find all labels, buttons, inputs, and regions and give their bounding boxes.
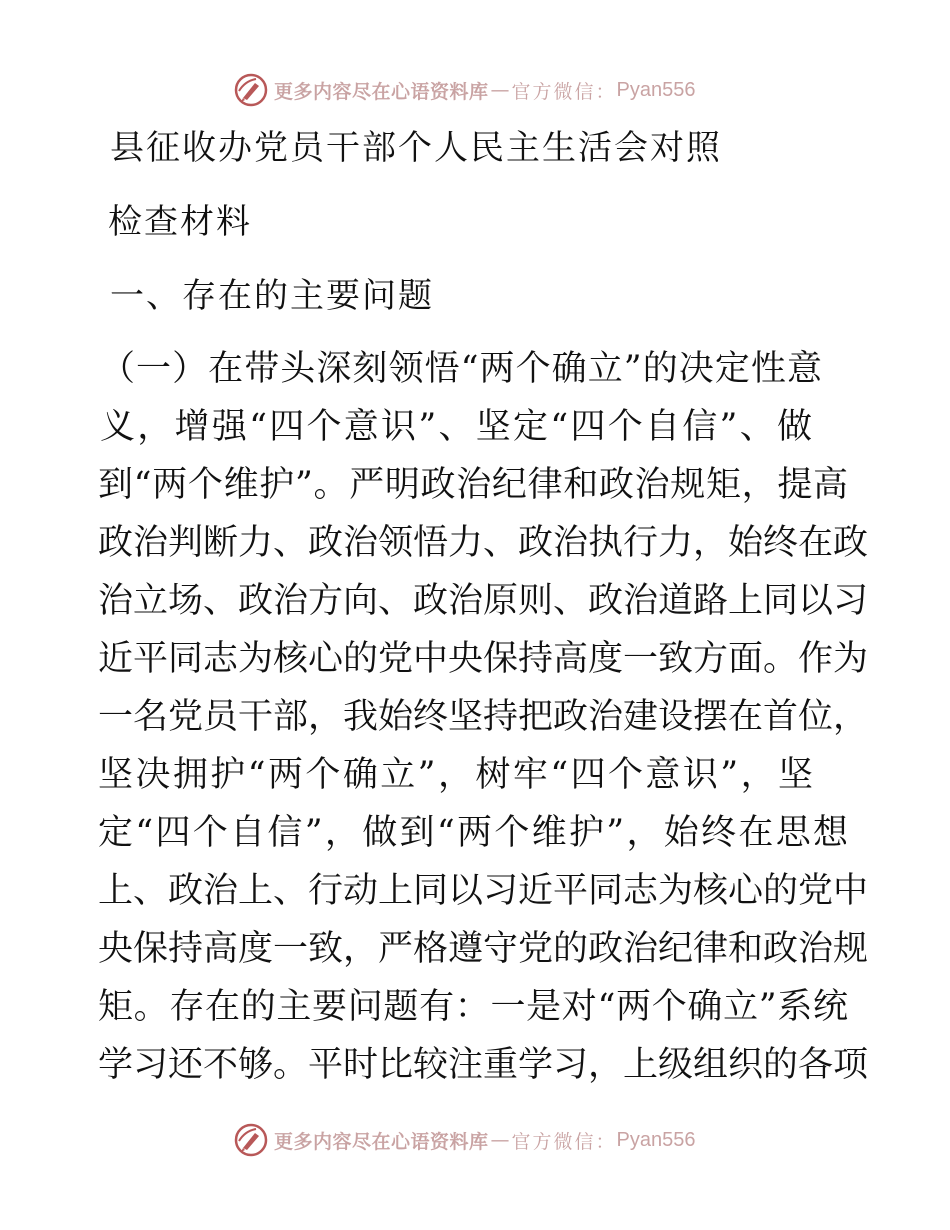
watermark-official-label: 官方微信：	[511, 80, 617, 103]
paragraph-line-4: 政治判断力、政治领悟力、政治执行力，始终在政	[98, 523, 869, 563]
paragraph-line-1: （一）在带头深刻领悟“两个确立”的决定性意	[100, 349, 822, 389]
document-title-line-1: 县征收办党员干部个人民主生活会对照	[110, 128, 722, 168]
document-title-line-2: 检查材料	[108, 202, 252, 242]
watermark-wechat-id: Pyan556	[616, 78, 696, 101]
paragraph-line-13: 学习还不够。平时比较注重学习，上级组织的各项	[98, 1045, 869, 1085]
paragraph-line-10: 上、政治上、行动上同以习近平同志为核心的党中	[98, 871, 869, 911]
watermark-separator: —	[490, 79, 510, 101]
watermark-separator: —	[490, 1129, 510, 1151]
paragraph-line-12: 矩。存在的主要问题有：一是对“两个确立”系统	[98, 987, 848, 1027]
watermark-banner-top	[234, 72, 696, 108]
paragraph-line-5: 治立场、政治方向、政治原则、政治道路上同以习	[98, 581, 869, 621]
paragraph-line-7: 一名党员干部，我始终坚持把政治建设摆在首位，	[98, 697, 869, 737]
watermark-wechat-id: Pyan556	[616, 1128, 696, 1151]
paragraph-line-6: 近平同志为核心的党中央保持高度一致方面。作为	[98, 639, 869, 679]
paragraph-line-3: 到“两个维护”。严明政治纪律和政治规矩，提高	[98, 465, 848, 505]
paragraph-line-9: 定“四个自信”，做到“两个维护”，始终在思想	[98, 813, 848, 853]
watermark-brand-text: 更多内容尽在心语资料库	[274, 1130, 489, 1153]
pen-logo-icon	[234, 73, 268, 107]
watermark-official-label: 官方微信：	[511, 1130, 617, 1153]
paragraph-line-2: 义，增强“四个意识”、坚定“四个自信”、做	[100, 407, 812, 447]
paragraph-line-8: 坚决拥护“两个确立”，树牢“四个意识”，坚	[98, 755, 813, 795]
section-heading: 一、存在的主要问题	[110, 276, 434, 316]
pen-logo-icon	[234, 1123, 268, 1157]
watermark-banner-bottom	[234, 1122, 696, 1158]
paragraph-line-11: 央保持高度一致，严格遵守党的政治纪律和政治规	[98, 929, 869, 969]
watermark-brand-text: 更多内容尽在心语资料库	[274, 80, 489, 103]
